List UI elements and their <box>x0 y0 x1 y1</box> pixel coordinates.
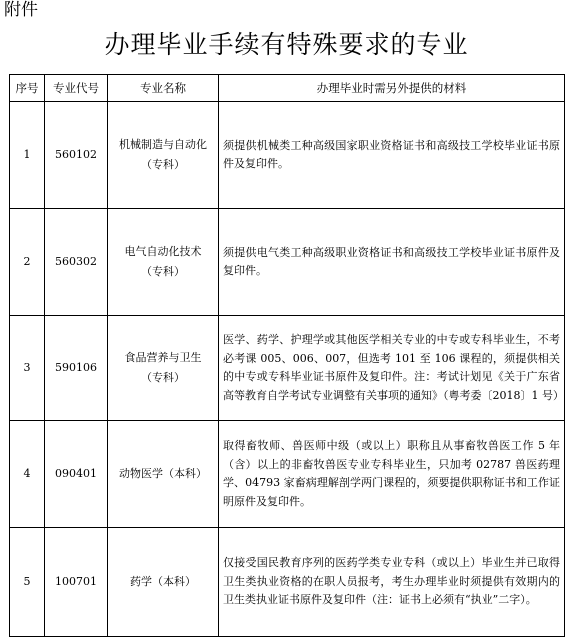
material-text: 取得畜牧师、兽医师中级（或以上）职称且从事畜牧兽医工作 5 年（含）以上的非畜牧兽医专业专科毕业生，只加考 02787 兽医药理学、04793 家畜病理解剖学两门课程的，须要提供职称证书和工作证明原件及复印件。 <box>223 439 560 508</box>
major-name <box>108 209 219 316</box>
major-name <box>108 421 219 528</box>
major-name-line1: 食品营养与卫生 <box>124 351 202 364</box>
major-name-line2: （专科） <box>141 371 185 384</box>
table-row <box>10 421 565 528</box>
table-row <box>10 528 565 637</box>
material-text: 仅接受国民教育序列的医药学类专业专科（或以上）毕业生并已取得卫生类执业资格的在职人员报考，考生办理毕业时须提供有效期内的卫生类执业证书原件及复印件（注：证书上必须有“执业”二字）。 <box>223 556 560 607</box>
major-code: 560102 <box>45 102 108 209</box>
major-code: 590106 <box>45 316 108 421</box>
table-row <box>10 316 565 421</box>
major-name-line1: 药学（本科） <box>130 575 196 588</box>
major-name-line2: （专科） <box>141 158 185 171</box>
required-material <box>219 209 565 316</box>
column-header-code: 专业代号 <box>45 75 108 102</box>
major-name <box>108 528 219 637</box>
required-material <box>219 316 565 421</box>
material-text: 医学、药学、护理学或其他医学相关专业的中专或专科毕业生，不考必考课 005、006、007，但选考 101 至 106 课程的，须提供相关的中专或专科毕业证书原件及复印件。注：考试计划见《关于广东省高等教育自学考试专业调整有关事项的通知》（粤考委〔2018〕1 号） <box>223 333 564 402</box>
major-name-line1: 动物医学（本科） <box>119 467 207 480</box>
major-name-line1: 电气自动化技术 <box>124 245 202 258</box>
major-name <box>108 316 219 421</box>
required-material <box>219 528 565 637</box>
major-name-line2: （专科） <box>141 265 185 278</box>
table-row <box>10 102 565 209</box>
row-number: 5 <box>10 528 45 637</box>
column-header-no: 序号 <box>10 75 45 102</box>
major-code: 100701 <box>45 528 108 637</box>
major-code: 560302 <box>45 209 108 316</box>
required-material <box>219 102 565 209</box>
major-code: 090401 <box>45 421 108 528</box>
page-title: 办理毕业手续有特殊要求的专业 <box>104 30 469 59</box>
required-material <box>219 421 565 528</box>
row-number: 3 <box>10 316 45 421</box>
table-row <box>10 209 565 316</box>
row-number: 4 <box>10 421 45 528</box>
major-name-line1: 机械制造与自动化 <box>119 138 207 151</box>
special-majors-table <box>9 74 565 637</box>
major-name <box>108 102 219 209</box>
material-text: 须提供机械类工种高级国家职业资格证书和高级技工学校毕业证书原件及复印件。 <box>223 138 560 170</box>
attachment-label: 附件 <box>4 0 38 20</box>
column-header-name: 专业名称 <box>108 75 219 102</box>
row-number: 1 <box>10 102 45 209</box>
table-header-row <box>10 75 565 102</box>
row-number: 2 <box>10 209 45 316</box>
material-text: 须提供电气类工种高级职业资格证书和高级技工学校毕业证书原件及复印件。 <box>223 245 560 277</box>
column-header-material: 办理毕业时需另外提供的材料 <box>219 75 565 102</box>
